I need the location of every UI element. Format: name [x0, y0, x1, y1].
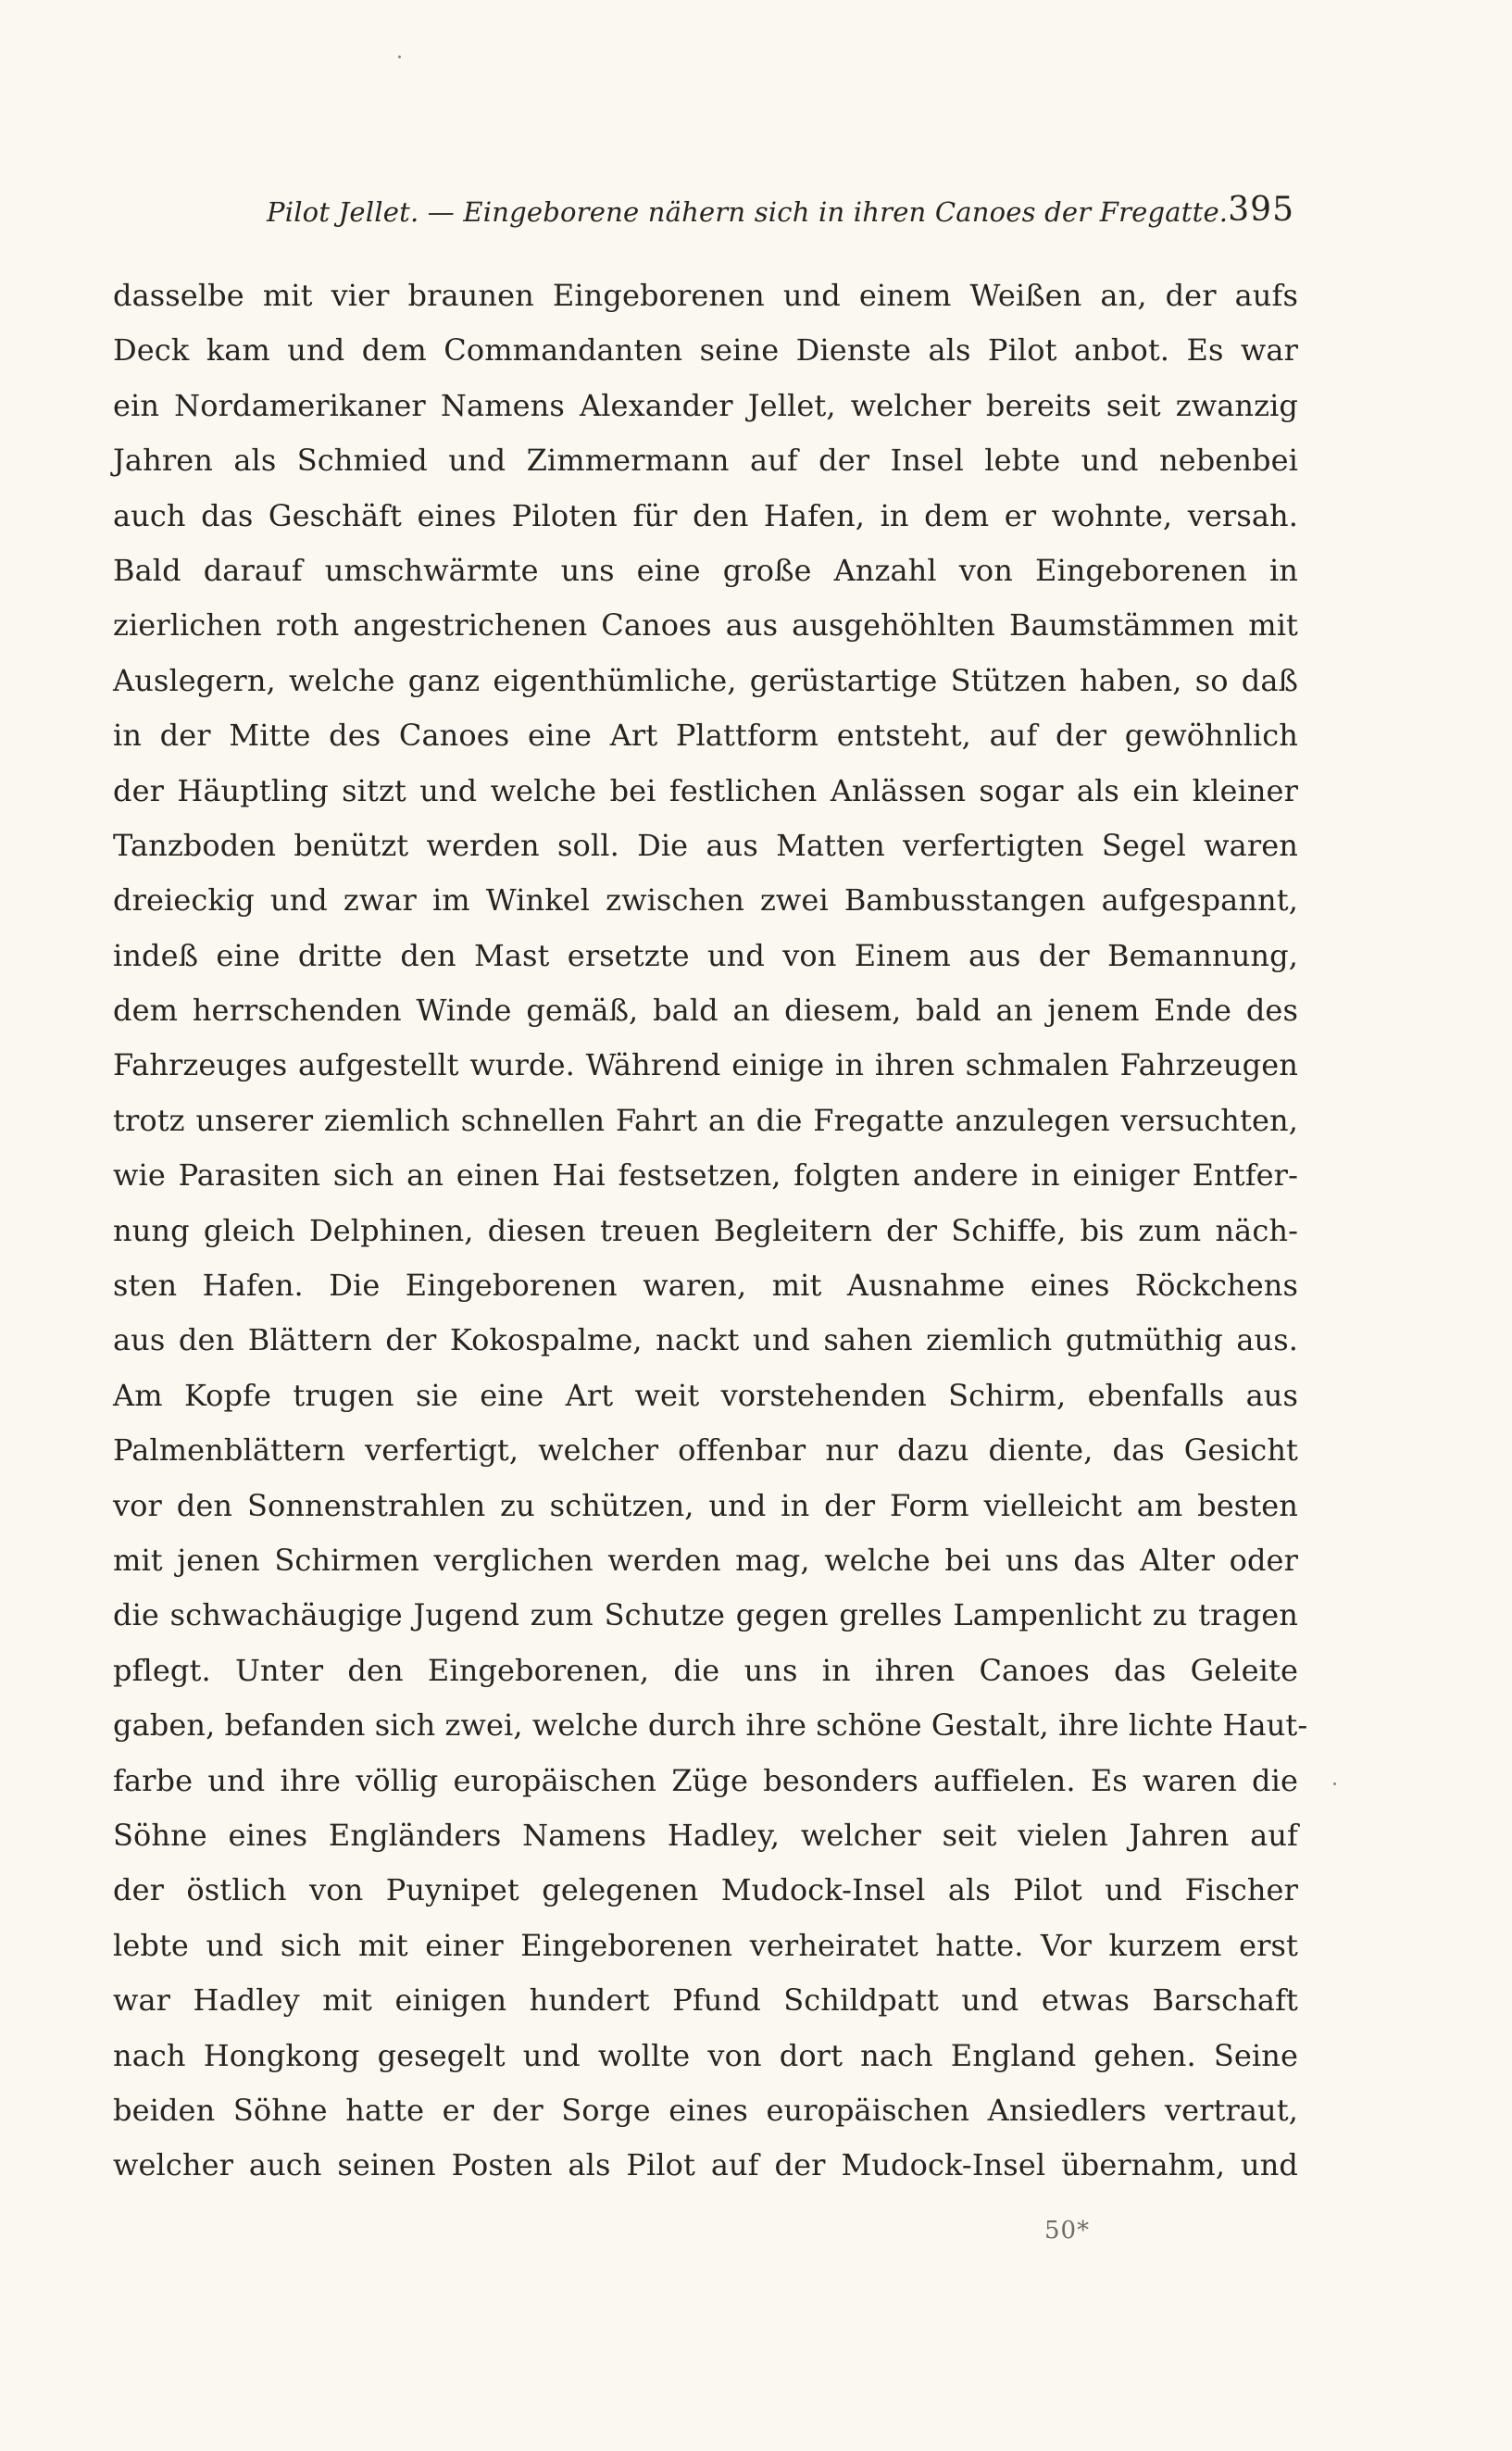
text-line: gaben, befanden sich zwei, welche durch ihre schöne Gestalt, ihre lichte Haut- [113, 1707, 1308, 1744]
text-line: in der Mitte des Canoes eine Art Plattform entsteht, auf der gewöhnlich [113, 718, 1298, 754]
text-line: nach Hongkong gesegelt und wollte von dort nach England gehen. Seine [113, 2037, 1298, 2073]
text-line: auch das Geschäft eines Piloten für den Hafen, in dem er wohnte, versah. [113, 497, 1298, 533]
page-number: 395 [1228, 191, 1294, 229]
text-line: nung gleich Delphinen, diesen treuen Begleitern der Schiffe, bis zum näch- [113, 1212, 1298, 1248]
text-line: trotz unserer ziemlich schnellen Fahrt an die Fregatte anzulegen versuchten, [113, 1102, 1298, 1138]
text-line: Tanzboden benützt werden soll. Die aus Matten verfertigten Segel waren [113, 827, 1298, 863]
text-line: war Hadley mit einigen hundert Pfund Schildpatt und etwas Barschaft [113, 1982, 1298, 2019]
paper-speck [1333, 1782, 1336, 1785]
text-line: Deck kam und dem Commandanten seine Dienste als Pilot anbot. Es war [113, 332, 1298, 369]
text-line: indeß eine dritte den Mast ersetzte und von Einem aus der Bemannung, [113, 937, 1298, 973]
text-line: die schwachäugige Jugend zum Schutze gegen grelles Lampenlicht zu tragen [113, 1597, 1298, 1633]
text-line: sten Hafen. Die Eingeborenen waren, mit Ausnahme eines Röckchens [113, 1268, 1298, 1304]
text-line: der Häuptling sitzt und welche bei festlichen Anlässen sogar als ein kleiner [113, 772, 1298, 808]
text-line: dreieckig und zwar im Winkel zwischen zwei Bambusstangen aufgespannt, [113, 882, 1298, 919]
text-line: Fahrzeuges aufgestellt wurde. Während einige in ihren schmalen Fahrzeugen [113, 1047, 1298, 1083]
text-line: Jahren als Schmied und Zimmermann auf der Insel lebte und nebenbei [113, 443, 1298, 479]
running-head [267, 191, 1294, 237]
text-line: mit jenen Schirmen verglichen werden mag, welche bei uns das Alter oder [113, 1542, 1298, 1578]
signature-mark: 50* [1044, 2217, 1091, 2245]
text-line: vor den Sonnenstrahlen zu schützen, und in der Form vielleicht am besten [113, 1487, 1298, 1523]
text-line: ein Nordamerikaner Namens Alexander Jellet, welcher bereits seit zwanzig [113, 387, 1298, 423]
text-line: farbe und ihre völlig europäischen Züge besonders auffielen. Es waren die [113, 1762, 1298, 1798]
text-line: aus den Blättern der Kokospalme, nackt und sahen ziemlich gutmüthig aus. [113, 1322, 1298, 1358]
text-line: Am Kopfe trugen sie eine Art weit vorstehenden Schirm, ebenfalls aus [113, 1377, 1298, 1413]
text-line: Bald darauf umschwärmte uns eine große Anzahl von Eingeborenen in [113, 552, 1298, 588]
text-line: der östlich von Puynipet gelegenen Mudock-Insel als Pilot und Fischer [113, 1872, 1298, 1908]
text-line: lebte und sich mit einer Eingeborenen verheiratet hatte. Vor kurzem erst [113, 1927, 1298, 1963]
text-line: welcher auch seinen Posten als Pilot auf der Mudock-Insel übernahm, und [113, 2147, 1298, 2183]
text-line: pflegt. Unter den Eingeborenen, die uns in ihren Canoes das Geleite [113, 1652, 1298, 1688]
text-line: wie Parasiten sich an einen Hai festsetzen, folgten andere in einiger Entfer- [113, 1157, 1298, 1194]
text-line: dasselbe mit vier braunen Eingeborenen und einem Weißen an, der aufs [113, 278, 1298, 313]
text-line: beiden Söhne hatte er der Sorge eines europäischen Ansiedlers vertraut, [113, 2092, 1298, 2128]
text-line: dem herrschenden Winde gemäß, bald an diesem, bald an jenem Ende des [113, 993, 1298, 1029]
text-line: Söhne eines Engländers Namens Hadley, welcher seit vielen Jahren auf [113, 1817, 1298, 1853]
body-text [113, 269, 1308, 2194]
text-line: zierlichen roth angestrichenen Canoes aus ausgehöhlten Baumstämmen mit [113, 607, 1298, 644]
paper-speck [398, 56, 401, 58]
text-line: Palmenblättern verfertigt, welcher offenbar nur dazu diente, das Gesicht [113, 1432, 1298, 1469]
running-title: Pilot Jellet. — Eingeborene nähern sich in ihren Canoes der Fregatte. [267, 196, 1229, 228]
text-line: Auslegern, welche ganz eigenthümliche, gerüstartige Stützen haben, so daß [113, 662, 1298, 698]
